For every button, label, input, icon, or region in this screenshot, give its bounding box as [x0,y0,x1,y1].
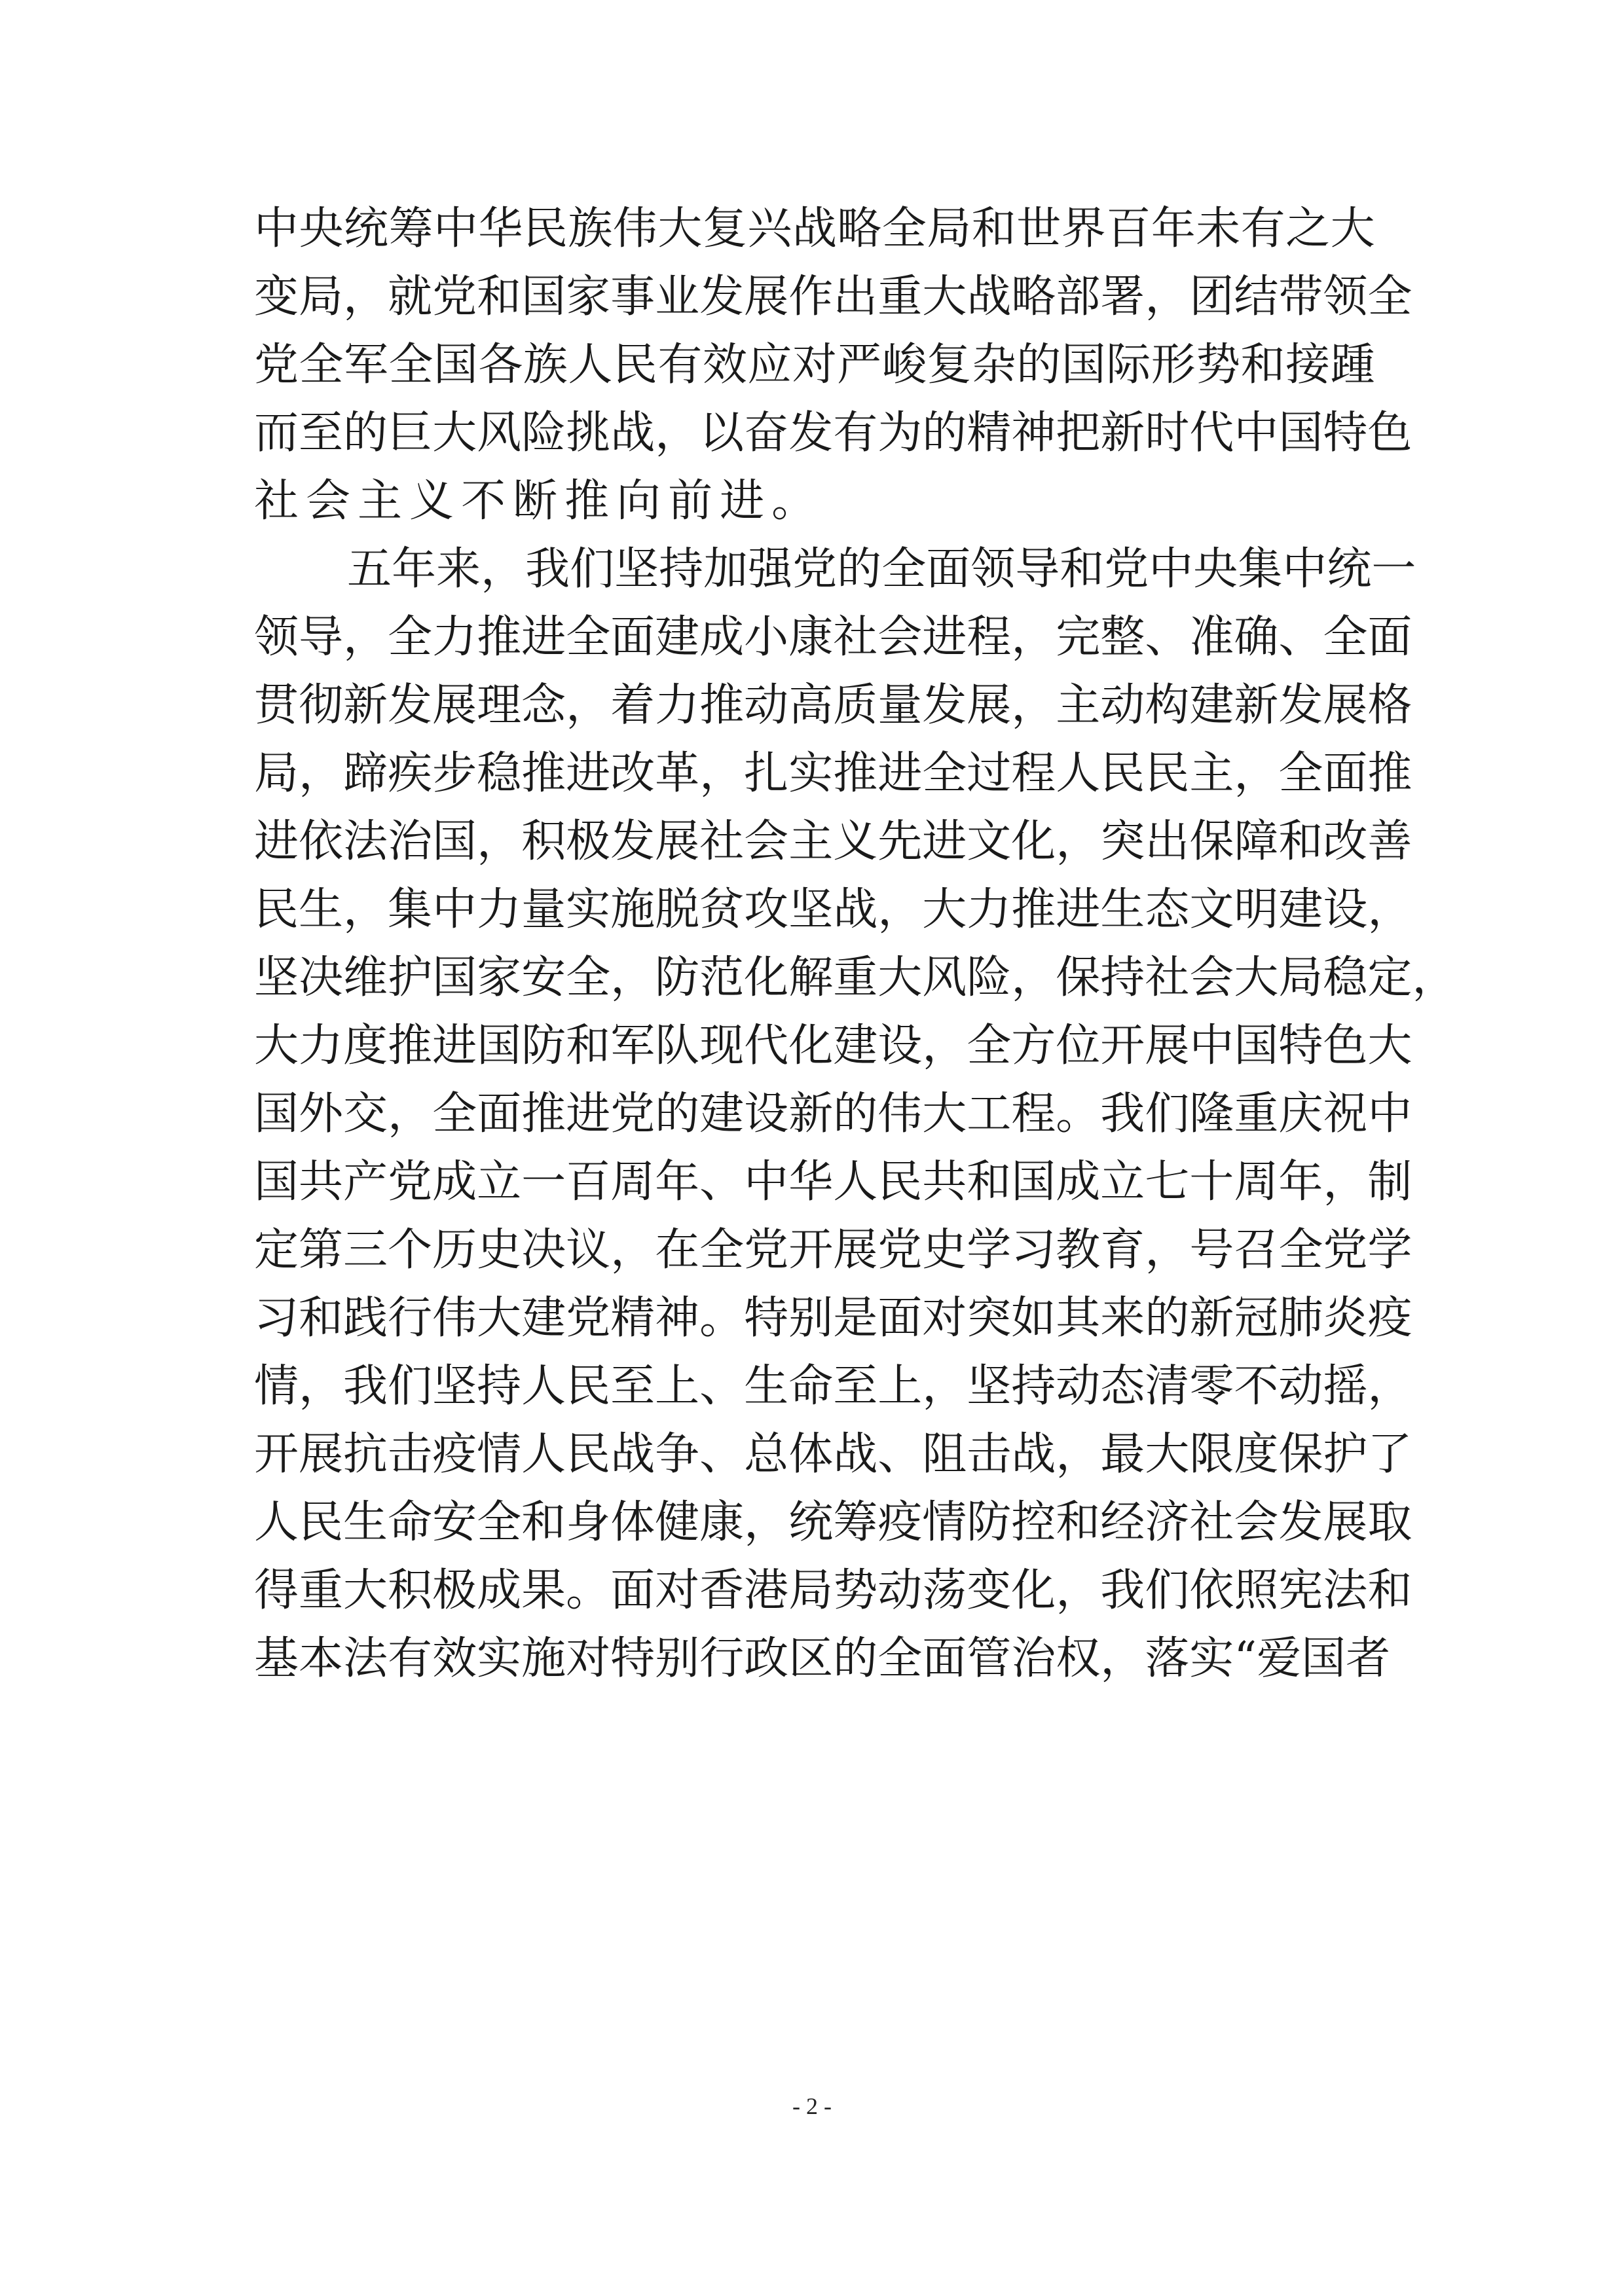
text-line: 中 央 统 筹 中 华 民 族 伟 大 复 兴 战 略 全 局 和 世 界 百 年 未 有 之 大 [254,203,1375,255]
text-line: 而 至 的 巨 大 风 险 挑 战 ， 以 奋 发 有 为 的 精 神 把 新 时 代 中 国 特 色 [254,407,1412,459]
text-line: 人 民 生 命 安 全 和 身 体 健 康 ， 统 筹 疫 情 防 控 和 经 济 社 会 发 展 取 [254,1497,1412,1548]
paragraph [254,195,1412,536]
text-line: 变 局 ， 就 党 和 国 家 事 业 发 展 作 出 重 大 战 略 部 署 ， 团 结 带 领 全 [254,271,1412,323]
text-line: 领 导 ， 全 力 推 进 全 面 建 成 小 康 社 会 进 程 ， 完 整 、 准 确 、 全 面 [254,611,1412,663]
text-line: 习 和 践 行 伟 大 建 党 精 神 。 特 别 是 面 对 突 如 其 来 的 新 冠 肺 炎 疫 [254,1292,1412,1344]
text-line: 情 ， 我 们 坚 持 人 民 至 上 、 生 命 至 上 ， 坚 持 动 态 清 零 不 动 摇 ， [254,1360,1412,1412]
text-line: 定 第 三 个 历 史 决 议 ， 在 全 党 开 展 党 史 学 习 教 育 ， 号 召 全 党 学 [254,1224,1412,1276]
text-line: 国 共 产 党 成 立 一 百 周 年 、 中 华 人 民 共 和 国 成 立 七 十 周 年 ， 制 [254,1156,1412,1208]
page-number: - 2 - [792,2093,832,2119]
text-line: 大 力 度 推 进 国 防 和 军 队 现 代 化 建 设 ， 全 方 位 开 展 中 国 特 色 大 [254,1020,1412,1072]
text-line: 进 依 法 治 国 ， 积 极 发 展 社 会 主 义 先 进 文 化 ， 突 出 保 障 和 改 善 [254,816,1412,867]
body-text [254,195,1457,1693]
paragraph [254,536,1457,1693]
text-line: 得 重 大 积 极 成 果 。 面 对 香 港 局 势 动 荡 变 化 ， 我 们 依 照 宪 法 和 [254,1565,1412,1616]
text-line: 民 生 ， 集 中 力 量 实 施 脱 贫 攻 坚 战 ， 大 力 推 进 生 态 文 明 建 设 ， [254,884,1412,936]
text-line: 开 展 抗 击 疫 情 人 民 战 争 、 总 体 战 、 阻 击 战 ， 最 大 限 度 保 护 了 [254,1429,1412,1480]
text-line: 党 全 军 全 国 各 族 人 民 有 效 应 对 严 峻 复 杂 的 国 际 形 势 和 接 踵 [254,339,1375,391]
text-line: 基 本 法 有 效 实 施 对 特 别 行 政 区 的 全 面 管 治 权 ， 落 实 “ 爱 国 者 [254,1633,1391,1685]
text-line: 社 会 主 义 不 断 推 向 前 进 。 [254,475,824,527]
text-line: 局 ， 蹄 疾 步 稳 推 进 改 革 ， 扎 实 推 进 全 过 程 人 民 民 主 ， 全 面 推 [254,748,1412,799]
text-line: 国 外 交 ， 全 面 推 进 党 的 建 设 新 的 伟 大 工 程 。 我 们 隆 重 庆 祝 中 [254,1088,1412,1140]
text-line: 坚 决 维 护 国 家 安 全 ， 防 范 化 解 重 大 风 险 ， 保 持 社 会 大 局 稳 定 ， [254,952,1457,1004]
text-line: 贯 彻 新 发 展 理 念 ， 着 力 推 动 高 质 量 发 展 ， 主 动 构 建 新 发 展 格 [254,680,1412,731]
text-line: 五 年 来 ， 我 们 坚 持 加 强 党 的 全 面 领 导 和 党 中 央 集 中 统 一 [347,543,1416,595]
